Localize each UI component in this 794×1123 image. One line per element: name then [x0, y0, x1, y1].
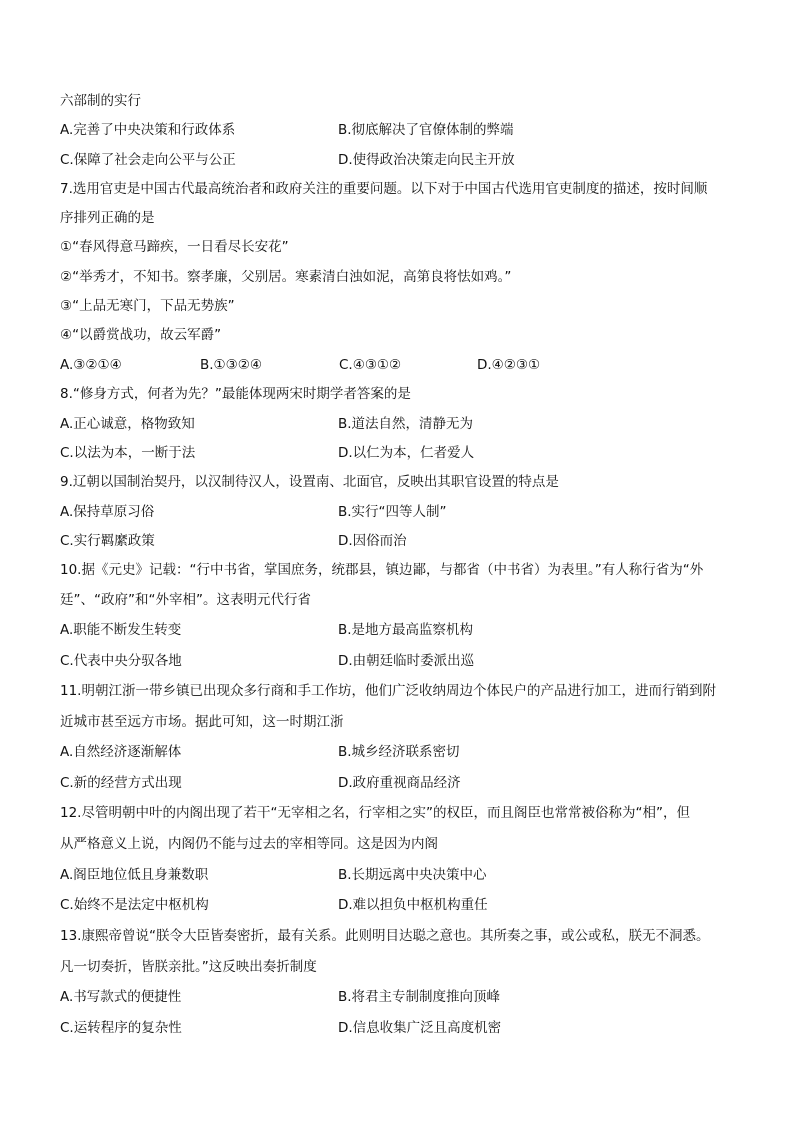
q11-option-b: B.城乡经济联系密切 [338, 744, 460, 760]
q13-option-d: D.信息收集广泛且高度机密 [338, 1020, 502, 1036]
q6-option-a: A.完善了中央决策和行政体系 [60, 122, 236, 138]
q7-option-a: A.③②①④ [60, 357, 122, 373]
q9-option-d: D.因俗而治 [338, 533, 407, 549]
q10-stem-line1: 10.据《元史》记载：“行中书省，掌国庶务，统郡县，镇边鄙，与都省（中书省）为表里。”有人称行省为“外 [60, 562, 704, 578]
q7-item-1: ①“春风得意马蹄疾，一日看尽长安花” [60, 239, 289, 255]
q7-option-b: B.①③②④ [200, 357, 262, 373]
q11-option-c: C.新的经营方式出现 [60, 775, 182, 791]
q6-option-c: C.保障了社会走向公平与公正 [60, 152, 236, 168]
q7-option-d: D.④②③① [477, 357, 541, 373]
q12-option-a: A.阁臣地位低且身兼数职 [60, 867, 209, 883]
q8-option-c: C.以法为本，一断于法 [60, 445, 196, 461]
q13-option-c: C.运转程序的复杂性 [60, 1020, 182, 1036]
q9-option-c: C.实行羁縻政策 [60, 533, 155, 549]
q13-option-b: B.将君主专制制度推向顶峰 [338, 989, 501, 1005]
q11-stem-line2: 近城市甚至远方市场。据此可知，这一时期江浙 [60, 714, 344, 730]
q13-stem-line1: 13.康熙帝曾说“朕令大臣皆奏密折，最有关系。此则明目达聪之意也。其所奏之事，或公或私，朕无不洞悉。 [60, 928, 710, 944]
q6-stem: 六部制的实行 [60, 93, 141, 109]
q12-option-b: B.长期远离中央决策中心 [338, 867, 487, 883]
q13-option-a: A.书写款式的便捷性 [60, 989, 182, 1005]
q9-option-b: B.实行“四等人制” [338, 504, 447, 520]
q6-option-d: D.使得政治决策走向民主开放 [338, 152, 515, 168]
q7-item-4: ④“以爵赏战功，故云军爵” [60, 327, 222, 343]
q7-stem-line1: 7.选用官吏是中国古代最高统治者和政府关注的重要问题。以下对于中国古代选用官吏制度的描述，按时间顺 [60, 181, 708, 197]
q11-stem-line1: 11.明朝江浙一带乡镇已出现众多行商和手工作坊，他们广泛收纳周边个体民户的产品进行加工，进而行销到附 [60, 683, 716, 699]
q7-stem-line2: 序排列正确的是 [60, 210, 155, 226]
q8-option-a: A.正心诚意，格物致知 [60, 416, 195, 432]
q12-stem-line1: 12.尽管明朝中叶的内阁出现了若干“无宰相之名，行宰相之实”的权臣，而且阁臣也常常被俗称为“相”，但 [60, 805, 690, 821]
q7-item-2: ②“举秀才，不知书。察孝廉，父别居。寒素清白浊如泥，高第良将怯如鸡。” [60, 269, 512, 285]
q7-option-c: C.④③①② [339, 357, 402, 373]
q11-option-d: D.政府重视商品经济 [338, 775, 461, 791]
q11-option-a: A.自然经济逐渐解体 [60, 744, 182, 760]
q12-option-d: D.难以担负中枢机构重任 [338, 897, 488, 913]
q6-option-b: B.彻底解决了官僚体制的弊端 [338, 122, 514, 138]
q9-option-a: A.保持草原习俗 [60, 504, 155, 520]
q10-option-d: D.由朝廷临时委派出巡 [338, 653, 475, 669]
q10-option-b: B.是地方最高监察机构 [338, 622, 474, 638]
q10-option-c: C.代表中央分驭各地 [60, 653, 182, 669]
q10-option-a: A.职能不断发生转变 [60, 622, 182, 638]
q8-stem: 8.“修身方式，何者为先？”最能体现两宋时期学者答案的是 [60, 386, 411, 402]
q12-stem-line2: 从严格意义上说，内阁仍不能与过去的宰相等同。这是因为内阁 [60, 836, 438, 852]
q8-option-b: B.道法自然，清静无为 [338, 416, 474, 432]
q9-stem: 9.辽朝以国制治契丹，以汉制待汉人，设置南、北面官，反映出其职官设置的特点是 [60, 474, 559, 490]
q13-stem-line2: 凡一切奏折，皆朕亲批。”这反映出奏折制度 [60, 959, 317, 975]
q8-option-d: D.以仁为本，仁者爱人 [338, 445, 475, 461]
q12-option-c: C.始终不是法定中枢机构 [60, 897, 209, 913]
q10-stem-line2: 廷”、“政府”和“外宰相”。这表明元代行省 [60, 592, 311, 608]
q7-item-3: ③“上品无寒门，下品无势族” [60, 298, 235, 314]
